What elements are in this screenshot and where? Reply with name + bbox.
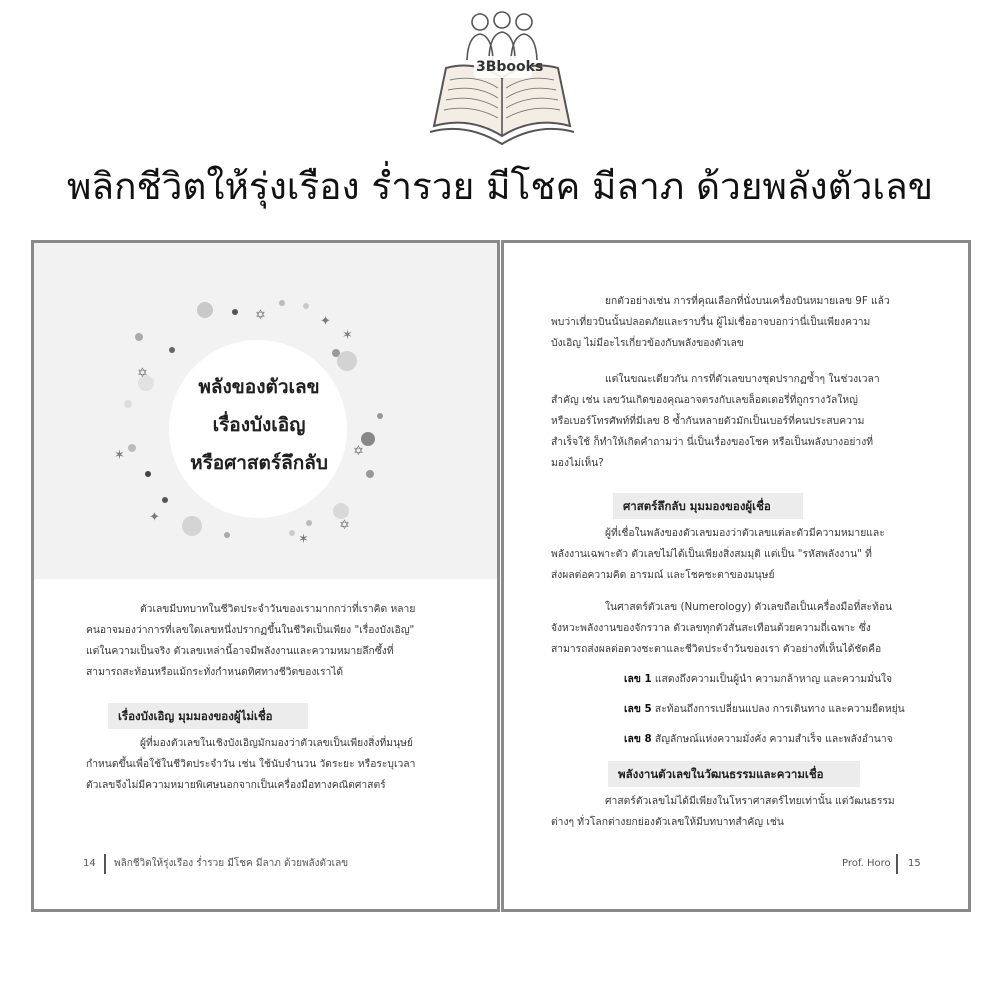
chapter-title-line-2: เรื่องบังเอิญ bbox=[212, 414, 306, 436]
logo-text: 3Bbooks bbox=[476, 59, 544, 75]
text-line: สำคัญ เช่น เลขวันเกิดของคุณอาจตรงกับเลขล็อตเตอรี่ที่ถูกรางวัลใหญ่ bbox=[551, 394, 858, 406]
text-line: ต่างๆ ทั่วโลกต่างยกย่องตัวเลขให้มีบทบาทสำคัญ เช่น bbox=[551, 816, 784, 828]
paragraph-4 bbox=[551, 597, 921, 660]
numerology-bullet bbox=[624, 699, 905, 720]
paragraph-3 bbox=[551, 523, 921, 586]
footer-divider bbox=[896, 854, 898, 874]
bullet-text: สัญลักษณ์แห่งความมั่งคั่ง ความสำเร็จ และพลังอำนาจ bbox=[654, 733, 893, 745]
chapter-title-line-3: หรือศาสตร์ลึกลับ bbox=[190, 452, 328, 474]
text-line: สามารถส่งผลต่อดวงชะตาและชีวิตประจำวันของเรา ตัวอย่างที่เห็นได้ชัดคือ bbox=[551, 643, 882, 655]
numerology-bullet bbox=[624, 669, 892, 690]
chapter-hero bbox=[34, 243, 497, 579]
svg-text:✡: ✡ bbox=[353, 444, 364, 459]
text-line: หรือเบอร์โทรศัพท์ที่มีเลข 8 ซ้ำกันหลายตัวมักเป็นเบอร์ที่คนประสบความ bbox=[551, 415, 865, 427]
text-line: ตัวเลขมีบทบาทในชีวิตประจำวันของเรามากกว่าที่เราคิด หลาย bbox=[140, 603, 416, 615]
section-heading: เรื่องบังเอิญ มุมมองของผู้ไม่เชื่อ bbox=[108, 703, 308, 729]
chapter-title-line-1: พลังของตัวเลข bbox=[198, 376, 320, 398]
svg-text:✡: ✡ bbox=[137, 366, 148, 381]
footer-author: Prof. Horo bbox=[842, 858, 891, 869]
text-line: พบว่าเที่ยวบินนั้นปลอดภัยและราบรื่น ผู้ไม่เชื่ออาจบอกว่านี่เป็นเพียงความ bbox=[551, 316, 871, 328]
section-heading: พลังงานตัวเลขในวัฒนธรรมและความเชื่อ bbox=[608, 761, 860, 787]
svg-text:✡: ✡ bbox=[339, 518, 350, 533]
text-line: ในศาสตร์ตัวเลข (Numerology) ตัวเลขถือเป็นเครื่องมือที่สะท้อน bbox=[605, 601, 893, 613]
svg-text:✶: ✶ bbox=[298, 532, 309, 547]
text-line: มองไม่เห็น? bbox=[551, 457, 604, 469]
svg-text:✡: ✡ bbox=[255, 308, 266, 323]
bullet-label: เลข 8 bbox=[624, 733, 652, 745]
bullet-label: เลข 5 bbox=[624, 703, 652, 715]
footer-book-title: พลิกชีวิตให้รุ่งเรือง ร่ำรวย มีโชค มีลาภ ด้วยพลังตัวเลข bbox=[114, 858, 349, 869]
section-heading: ศาสตร์ลึกลับ มุมมองของผู้เชื่อ bbox=[613, 493, 803, 519]
text-line: สำเร็จใช้ ก็ทำให้เกิดคำถามว่า นี่เป็นเรื่องของโชค หรือเป็นพลังบางอย่างที่ bbox=[551, 436, 874, 448]
text-line: กำหนดขึ้นเพื่อใช้ในชีวิตประจำวัน เช่น ใช้นับจำนวน วัดระยะ หรือระบุเวลา bbox=[86, 758, 416, 770]
book-headline: พลิกชีวิตให้รุ่งเรือง ร่ำรวย มีโชค มีลาภ ด้วยพลังตัวเลข bbox=[67, 165, 933, 208]
text-line: พลังงานเฉพาะตัว ตัวเลขไม่ได้เป็นเพียงสิ่งสมมุติ แต่เป็น "รหัสพลังงาน" ที่ bbox=[551, 548, 872, 560]
text-line: ศาสตร์ตัวเลขไม่ได้มีเพียงในโหราศาสตร์ไทยเท่านั้น แต่วัฒนธรรม bbox=[605, 795, 895, 807]
bullet-text: สะท้อนถึงการเปลี่ยนแปลง การเดินทาง และความยืดหยุ่น bbox=[654, 703, 905, 715]
open-book-logo-icon bbox=[420, 8, 584, 154]
text-line: ส่งผลต่อความคิด อารมณ์ และโชคชะตาของมนุษย์ bbox=[551, 569, 775, 581]
text-line: ตัวเลขจึงไม่มีความหมายพิเศษนอกจากเป็นเครื่องมือทางคณิตศาสตร์ bbox=[86, 779, 386, 791]
brand-logo bbox=[420, 8, 584, 154]
section-paragraph bbox=[86, 733, 450, 796]
right-page bbox=[501, 240, 971, 912]
text-line: บังเอิญ ไม่มีอะไรเกี่ยวข้องกับพลังของตัวเลข bbox=[551, 337, 744, 349]
bullet-label: เลข 1 bbox=[624, 673, 652, 685]
svg-text:✶: ✶ bbox=[114, 448, 125, 463]
chapter-title bbox=[124, 368, 394, 482]
footer-page-number: 15 bbox=[908, 858, 921, 869]
numerology-bullet bbox=[624, 729, 893, 750]
text-line: แต่ในความเป็นจริง ตัวเลขเหล่านี้อาจมีพลังงานและความหมายลึกซึ้งที่ bbox=[86, 645, 394, 657]
footer-divider bbox=[104, 854, 106, 874]
left-page bbox=[31, 240, 500, 912]
svg-text:✶: ✶ bbox=[342, 328, 353, 343]
text-line: จังหวะพลังงานของจักรวาล ตัวเลขทุกตัวสั่นสะเทือนด้วยความถี่เฉพาะ ซึ่ง bbox=[551, 622, 871, 634]
intro-paragraph bbox=[86, 599, 450, 683]
bullet-text: แสดงถึงความเป็นผู้นำ ความกล้าหาญ และความมั่นใจ bbox=[654, 673, 893, 685]
text-line: ยกตัวอย่างเช่น การที่คุณเลือกที่นั่งบนเครื่องบินหมายเลข 9F แล้ว bbox=[605, 295, 890, 307]
paragraph-1 bbox=[551, 291, 921, 354]
text-line: ผู้ที่มองตัวเลขในเชิงบังเอิญมักมองว่าตัวเลขเป็นเพียงสิ่งที่มนุษย์ bbox=[140, 737, 413, 749]
text-line: คนอาจมองว่าการที่เลขใดเลขหนึ่งปรากฏขึ้นในชีวิตเป็นเพียง "เรื่องบังเอิญ" bbox=[86, 624, 415, 636]
paragraph-2 bbox=[551, 369, 921, 474]
text-line: สามารถสะท้อนหรือแม้กระทั่งกำหนดทิศทางชีวิตของเราได้ bbox=[86, 666, 344, 678]
footer-page-number: 14 bbox=[83, 858, 96, 869]
text-line: ผู้ที่เชื่อในพลังของตัวเลขมองว่าตัวเลขแต่ละตัวมีความหมายและ bbox=[605, 527, 885, 539]
svg-text:✦: ✦ bbox=[320, 314, 331, 329]
svg-text:✦: ✦ bbox=[149, 510, 160, 525]
paragraph-5 bbox=[551, 791, 921, 833]
text-line: แต่ในขณะเดียวกัน การที่ตัวเลขบางชุดปรากฏซ้ำๆ ในช่วงเวลา bbox=[605, 373, 880, 385]
